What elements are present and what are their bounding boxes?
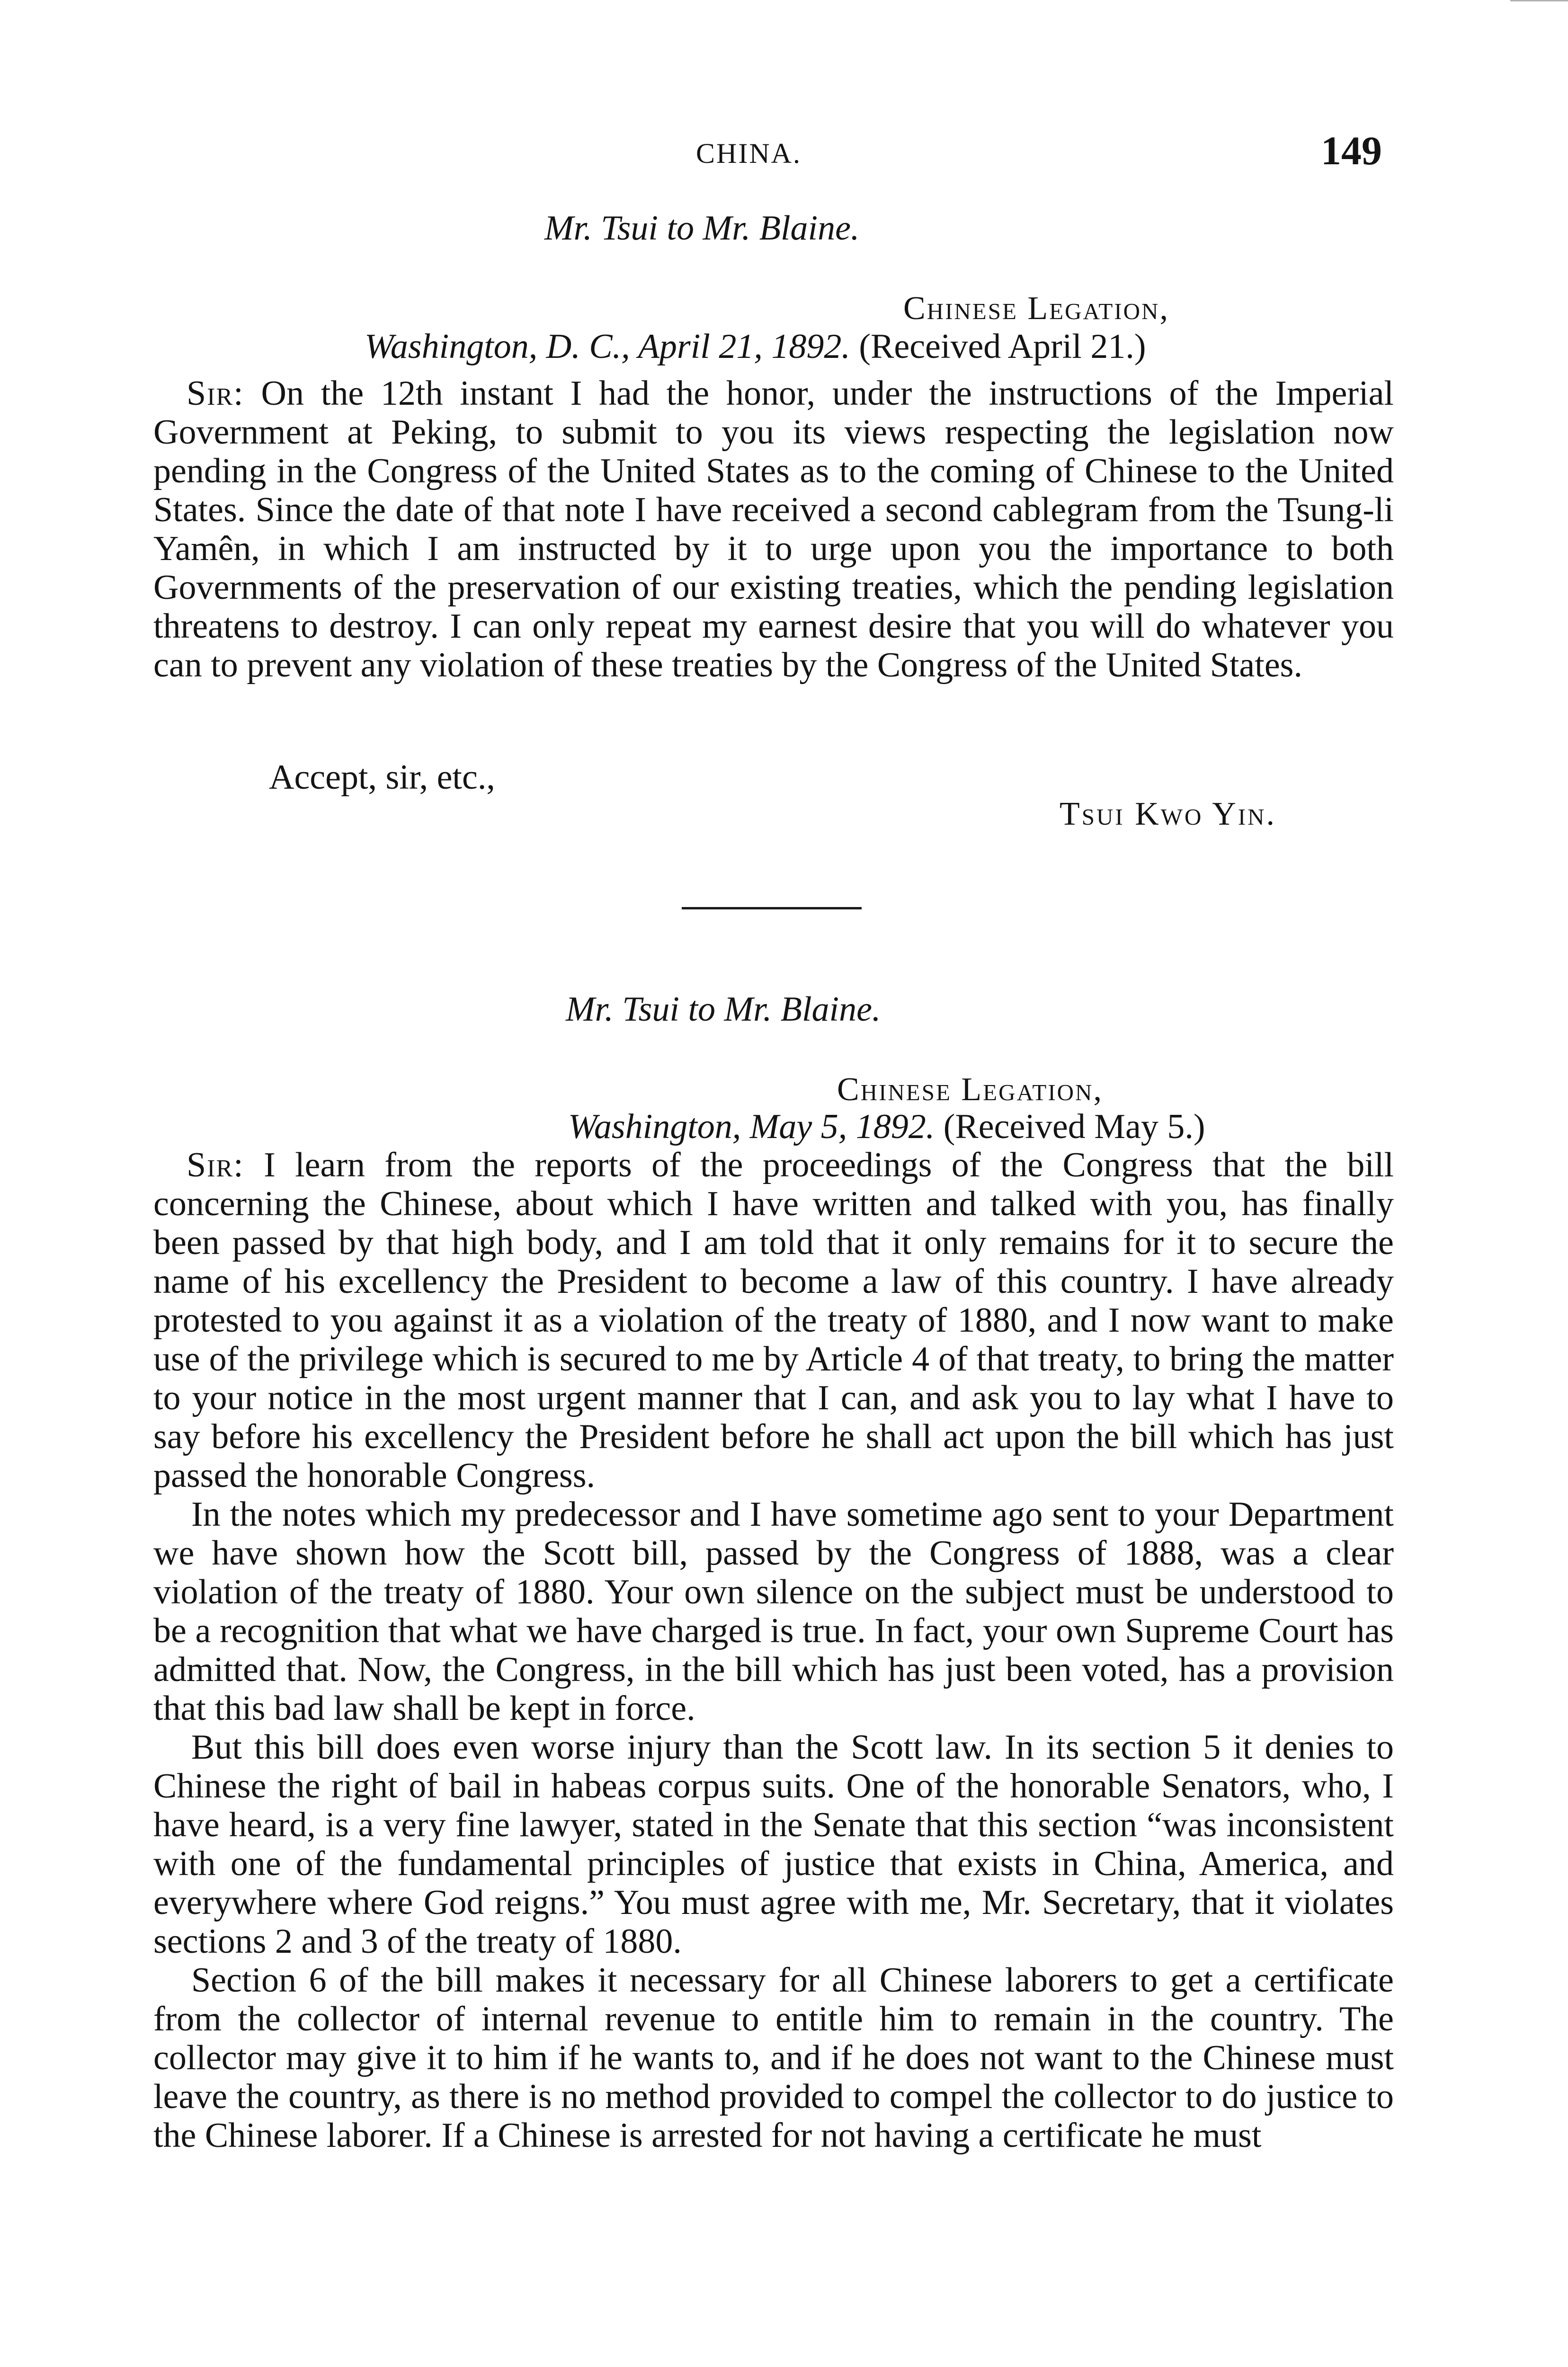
letter1-heading: Mr. Tsui to Mr. Blaine. [544, 209, 860, 248]
letter1-legation: Chinese Legation, [903, 290, 1169, 327]
letter2-body [153, 1146, 1394, 2155]
letter1-closing: Accept, sir, etc., [269, 758, 495, 797]
section-divider [682, 907, 862, 909]
page-number: 149 [1321, 128, 1382, 173]
letter1-body-text: On the 12th instant I had the honor, under the instructions of the Imperial Government at Peking, to submit to you its views respecting the legislation now pending in the Congress of the United States as to the coming of Chinese to the United States. Since the date of that note I have received a second cablegram from the Tsung-li Yamên, in which I am instructed by it to urge upon you the importance to both Governments of the preservation of our existing treaties, which the pending legislation threatens to destroy. I can only repeat my earnest desire that you will do whatever you can to prevent any violation of these treaties by the Congress of the United States. [153, 374, 1394, 685]
letter2-paragraph-2: In the notes which my predecessor and I have sometime ago sent to your Department we have shown how the Scott bill, passed by the Congress of 1888, was a clear violation of the treaty of 1880. Your own silence on the subject must be understood to be a recognition that what we have charged is true. In fact, your own Supreme Court has admitted that. Now, the Congress, in the bill which has just been voted, has a provision that this bad law shall be kept in force. [153, 1495, 1394, 1728]
letter1-salutation: Sir: [187, 374, 244, 413]
letter1-received: (Received April 21.) [859, 327, 1146, 366]
scan-edge-line [1510, 0, 1568, 1]
letter1-dateline [365, 327, 1146, 367]
letter2-dateline [568, 1107, 1205, 1147]
letter2-paragraph-1-text: I learn from the reports of the proceedings of the Congress that the bill concerning the Chinese, about which I have written and talked with you, has finally been passed by that high body, and I am told that it only remains for it to secure the name of his excellency the President to become a law of this country. I have already protested to you against it as a violation of the treaty of 1880, and I now want to make use of the privilege which is secured to me by Article 4 of that treaty, to bring the matter to your notice in the most urgent manner that I can, and ask you to lay what I have to say before his excellency the President before he shall act upon the bill which has just passed the honorable Congress. [153, 1146, 1394, 1495]
letter1-signature: Tsui Kwo Yin. [1060, 796, 1277, 832]
letter2-legation: Chinese Legation, [837, 1071, 1103, 1108]
letter2-paragraph-4: Section 6 of the bill makes it necessary for all Chinese laborers to get a certificate from the collector of internal revenue to entitle him to remain in the country. The collector may give it to him if he wants to, and if he does not want to the Chinese must leave the country, as there is no method provided to compel the collector to do justice to the Chinese laborer. If a Chinese is arrested for not having a certificate he must [153, 1961, 1394, 2155]
letter2-salutation: Sir: [187, 1146, 244, 1184]
running-head: CHINA. [696, 138, 802, 169]
letter2-paragraph-3: But this bill does even worse injury than the Scott law. In its section 5 it denies to Chinese the right of bail in habeas corpus suits. One of the honorable Senators, who, I have heard, is a very fine lawyer, stated in the Senate that this section “was inconsistent with one of the fundamental principles of justice that exists in China, America, and everywhere where God reigns.” You must agree with me, Mr. Secretary, that it violates sections 2 and 3 of the treaty of 1880. [153, 1728, 1394, 1961]
letter1-body [153, 374, 1394, 685]
letter2-paragraph-1 [153, 1146, 1394, 1495]
letter2-date-place: Washington, May 5, 1892. [568, 1107, 935, 1146]
letter2-heading: Mr. Tsui to Mr. Blaine. [566, 990, 881, 1029]
letter1-date-place: Washington, D. C., April 21, 1892. [365, 327, 850, 366]
letter2-received: (Received May 5.) [943, 1107, 1205, 1146]
